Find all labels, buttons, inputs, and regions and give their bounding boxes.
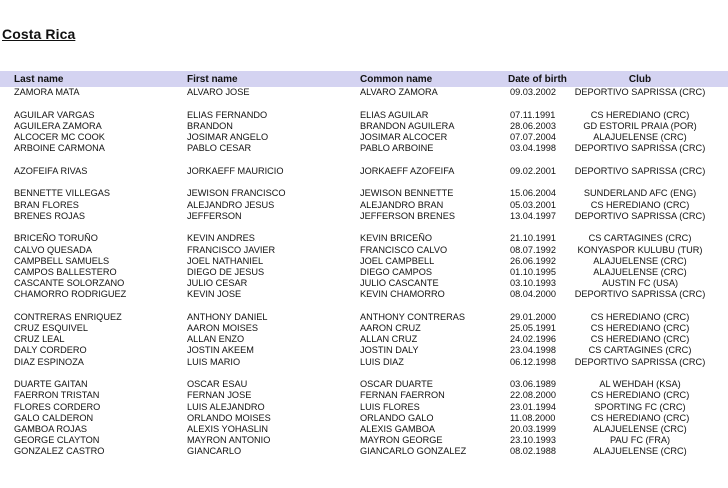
cell-last-name: BRENES ROJAS — [14, 210, 85, 221]
table-row — [0, 312, 728, 323]
cell-common-name: ORLANDO GALO — [360, 412, 434, 423]
cell-date-of-birth: 15.06.2004 — [510, 188, 556, 199]
cell-date-of-birth: 08.07.1992 — [510, 244, 556, 255]
cell-club: DEPORTIVO SAPRISSA (CRC) — [574, 289, 706, 300]
cell-club: GD ESTORIL PRAIA (POR) — [583, 120, 697, 131]
cell-last-name: ZAMORA MATA — [14, 87, 80, 97]
cell-first-name: BRANDON — [187, 120, 233, 131]
table-row — [0, 357, 728, 380]
table-row — [0, 345, 728, 356]
cell-date-of-birth: 03.04.1998 — [510, 143, 556, 154]
cell-last-name: CRUZ ESQUIVEL — [14, 323, 89, 334]
cell-club: ALAJUELENSE (CRC) — [593, 423, 687, 434]
cell-common-name: JOSTIN DALY — [360, 345, 419, 356]
cell-club: CS HEREDIANO (CRC) — [590, 412, 690, 423]
cell-last-name: GALO CALDERON — [14, 412, 94, 423]
cell-last-name: DALY CORDERO — [14, 345, 87, 356]
cell-date-of-birth: 05.03.2001 — [510, 199, 556, 210]
cell-first-name: FRANCISCO JAVIER — [187, 244, 276, 255]
cell-first-name: DIEGO DE JESUS — [187, 266, 265, 277]
table-row — [0, 166, 728, 189]
cell-last-name: AGUILAR VARGAS — [14, 109, 95, 120]
cell-club: ALAJUELENSE (CRC) — [593, 131, 687, 142]
cell-date-of-birth: 09.03.2002 — [510, 87, 556, 97]
cell-last-name: CASCANTE SOLORZANO — [14, 278, 125, 289]
cell-common-name: JEFFERSON BRENES — [360, 210, 455, 221]
cell-club: KONYASPOR KULUBU (TUR) — [577, 244, 703, 255]
table-row — [0, 435, 728, 446]
cell-first-name: KEVIN ANDRES — [187, 233, 255, 244]
cell-common-name: KEVIN BRICEÑO — [360, 233, 432, 244]
cell-date-of-birth: 24.02.1996 — [510, 334, 556, 345]
cell-common-name: OSCAR DUARTE — [360, 379, 433, 390]
cell-common-name: DIEGO CAMPOS — [360, 266, 432, 277]
cell-date-of-birth: 23.01.1994 — [510, 401, 556, 412]
cell-first-name: ANTHONY DANIEL — [187, 311, 268, 322]
table-row — [0, 424, 728, 435]
table-row — [0, 334, 728, 345]
cell-first-name: LUIS MARIO — [187, 356, 241, 367]
cell-last-name: CAMPBELL SAMUELS — [14, 255, 110, 266]
cell-last-name: ALCOCER MC COOK — [14, 131, 105, 142]
cell-common-name: JULIO CASCANTE — [360, 278, 439, 289]
cell-first-name: OSCAR ESAU — [187, 379, 248, 390]
cell-date-of-birth: 07.11.1991 — [510, 109, 556, 120]
cell-club: CS HEREDIANO (CRC) — [590, 390, 690, 401]
table-row — [0, 121, 728, 132]
cell-date-of-birth: 06.12.1998 — [510, 356, 556, 367]
cell-first-name: ORLANDO MOISES — [187, 412, 271, 423]
cell-common-name: LUIS FLORES — [360, 401, 420, 412]
page-title: Costa Rica — [2, 26, 76, 42]
cell-last-name: CALVO QUESADA — [14, 244, 92, 255]
cell-first-name: JEWISON FRANCISCO — [187, 188, 286, 199]
cell-first-name: ELIAS FERNANDO — [187, 109, 268, 120]
cell-first-name: FERNAN JOSE — [187, 390, 252, 401]
cell-common-name: PABLO ARBOINE — [360, 143, 434, 154]
cell-common-name: KEVIN CHAMORRO — [360, 289, 445, 300]
table-row — [0, 211, 728, 234]
players-table — [0, 87, 728, 458]
cell-date-of-birth: 21.10.1991 — [510, 233, 556, 244]
cell-common-name: LUIS DIAZ — [360, 356, 404, 367]
cell-common-name: ALEXIS GAMBOA — [360, 423, 436, 434]
column-header-date-of-birth: Date of birth — [508, 74, 567, 85]
table-row — [0, 390, 728, 401]
cell-common-name: MAYRON GEORGE — [360, 435, 443, 446]
table-row — [0, 110, 728, 121]
cell-last-name: AGUILERA ZAMORA — [14, 120, 102, 131]
cell-last-name: GAMBOA ROJAS — [14, 423, 88, 434]
cell-date-of-birth: 22.08.2000 — [510, 390, 556, 401]
cell-date-of-birth: 23.04.1998 — [510, 345, 556, 356]
cell-date-of-birth: 28.06.2003 — [510, 120, 556, 131]
cell-last-name: BENNETTE VILLEGAS — [14, 188, 110, 199]
cell-common-name: BRANDON AGUILERA — [360, 120, 455, 131]
table-row — [0, 413, 728, 424]
cell-date-of-birth: 25.05.1991 — [510, 323, 556, 334]
cell-first-name: AARON MOISES — [187, 323, 258, 334]
cell-date-of-birth: 11.08.2000 — [510, 412, 556, 423]
cell-club: DEPORTIVO SAPRISSA (CRC) — [574, 87, 706, 97]
cell-club: CS CARTAGINES (CRC) — [588, 233, 692, 244]
cell-common-name: ELIAS AGUILAR — [360, 109, 429, 120]
cell-club: DEPORTIVO SAPRISSA (CRC) — [574, 143, 706, 154]
cell-first-name: JOSIMAR ANGELO — [187, 131, 269, 142]
cell-last-name: CHAMORRO RODRIGUEZ — [14, 289, 127, 300]
cell-first-name: JOSTIN AKEEM — [187, 345, 254, 356]
column-header-club: Club — [628, 74, 652, 85]
cell-club: CS HEREDIANO (CRC) — [590, 109, 690, 120]
cell-date-of-birth: 29.01.2000 — [510, 311, 556, 322]
table-row — [0, 289, 728, 312]
cell-first-name: JOEL NATHANIEL — [187, 255, 264, 266]
cell-club: CS HEREDIANO (CRC) — [590, 199, 690, 210]
cell-first-name: JULIO CESAR — [187, 278, 248, 289]
cell-last-name: DIAZ ESPINOZA — [14, 356, 84, 367]
cell-common-name: ALVARO ZAMORA — [360, 87, 438, 97]
cell-club: DEPORTIVO SAPRISSA (CRC) — [574, 210, 706, 221]
cell-club: DEPORTIVO SAPRISSA (CRC) — [574, 356, 706, 367]
cell-club: DEPORTIVO SAPRISSA (CRC) — [574, 165, 706, 176]
cell-club: SPORTING FC (CRC) — [594, 401, 686, 412]
table-header — [0, 71, 728, 87]
table-row — [0, 323, 728, 334]
cell-common-name: JEWISON BENNETTE — [360, 188, 454, 199]
cell-date-of-birth: 07.07.2004 — [510, 131, 556, 142]
cell-club: CS HEREDIANO (CRC) — [590, 334, 690, 345]
cell-first-name: ALEXIS YOHASLIN — [187, 423, 269, 434]
table-row — [0, 132, 728, 143]
cell-date-of-birth: 01.10.1995 — [510, 266, 556, 277]
cell-common-name: FERNAN FAERRON — [360, 390, 445, 401]
cell-first-name: JORKAEFF MAURICIO — [187, 165, 284, 176]
table-row — [0, 446, 728, 457]
cell-date-of-birth: 03.10.1993 — [510, 278, 556, 289]
cell-date-of-birth: 13.04.1997 — [510, 210, 556, 221]
column-header-first-name: First name — [187, 74, 238, 85]
cell-club: PAU FC (FRA) — [609, 435, 671, 446]
cell-first-name: ALEJANDRO JESUS — [187, 199, 275, 210]
cell-common-name: JOSIMAR ALCOCER — [360, 131, 448, 142]
cell-club: AUSTIN FC (USA) — [601, 278, 679, 289]
cell-last-name: AZOFEIFA RIVAS — [14, 165, 88, 176]
cell-club: ALAJUELENSE (CRC) — [593, 255, 687, 266]
table-row — [0, 188, 728, 199]
cell-club: CS HEREDIANO (CRC) — [590, 323, 690, 334]
cell-first-name: GIANCARLO — [187, 446, 242, 457]
cell-club: ALAJUELENSE (CRC) — [593, 266, 687, 277]
column-header-last-name: Last name — [14, 74, 64, 85]
cell-club: ALAJUELENSE (CRC) — [593, 446, 687, 457]
cell-common-name: JORKAEFF AZOFEIFA — [360, 165, 455, 176]
cell-date-of-birth: 08.04.2000 — [510, 289, 556, 300]
cell-common-name: GIANCARLO GONZALEZ — [360, 446, 467, 457]
table-row — [0, 233, 728, 244]
cell-first-name: LUIS ALEJANDRO — [187, 401, 265, 412]
cell-common-name: AARON CRUZ — [360, 323, 421, 334]
cell-common-name: FRANCISCO CALVO — [360, 244, 448, 255]
cell-first-name: ALVARO JOSE — [187, 87, 250, 97]
cell-first-name: ALLAN ENZO — [187, 334, 245, 345]
table-row — [0, 402, 728, 413]
cell-date-of-birth: 09.02.2001 — [510, 165, 556, 176]
cell-last-name: FLORES CORDERO — [14, 401, 101, 412]
table-row — [0, 278, 728, 289]
cell-date-of-birth: 26.06.1992 — [510, 255, 556, 266]
table-row — [0, 267, 728, 278]
cell-date-of-birth: 08.02.1988 — [510, 446, 556, 457]
cell-last-name: FAERRON TRISTAN — [14, 390, 100, 401]
column-header-common-name: Common name — [360, 74, 433, 85]
cell-last-name: BRAN FLORES — [14, 199, 79, 210]
cell-date-of-birth: 03.06.1989 — [510, 379, 556, 390]
cell-common-name: ALLAN CRUZ — [360, 334, 418, 345]
table-row — [0, 379, 728, 390]
cell-last-name: CAMPOS BALLESTERO — [14, 266, 117, 277]
cell-date-of-birth: 20.03.1999 — [510, 423, 556, 434]
cell-club: AL WEHDAH (KSA) — [599, 379, 681, 390]
cell-last-name: CRUZ LEAL — [14, 334, 65, 345]
cell-last-name: GEORGE CLAYTON — [14, 435, 100, 446]
table-row — [0, 143, 728, 166]
cell-club: SUNDERLAND AFC (ENG) — [583, 188, 697, 199]
cell-first-name: PABLO CESAR — [187, 143, 252, 154]
cell-last-name: DUARTE GAITAN — [14, 379, 88, 390]
cell-first-name: JEFFERSON — [187, 210, 242, 221]
cell-common-name: ANTHONY CONTRERAS — [360, 311, 465, 322]
cell-common-name: ALEJANDRO BRAN — [360, 199, 444, 210]
cell-common-name: JOEL CAMPBELL — [360, 255, 435, 266]
cell-date-of-birth: 23.10.1993 — [510, 435, 556, 446]
cell-last-name: CONTRERAS ENRIQUEZ — [14, 311, 122, 322]
cell-club: CS HEREDIANO (CRC) — [590, 311, 690, 322]
cell-first-name: MAYRON ANTONIO — [187, 435, 271, 446]
table-row — [0, 245, 728, 256]
cell-club: CS CARTAGINES (CRC) — [588, 345, 692, 356]
cell-last-name: ARBOINE CARMONA — [14, 143, 105, 154]
cell-first-name: KEVIN JOSE — [187, 289, 242, 300]
cell-last-name: BRICEÑO TORUÑO — [14, 233, 98, 244]
cell-last-name: GONZALEZ CASTRO — [14, 446, 105, 457]
table-row — [0, 256, 728, 267]
table-row — [0, 200, 728, 211]
table-row — [0, 87, 728, 110]
